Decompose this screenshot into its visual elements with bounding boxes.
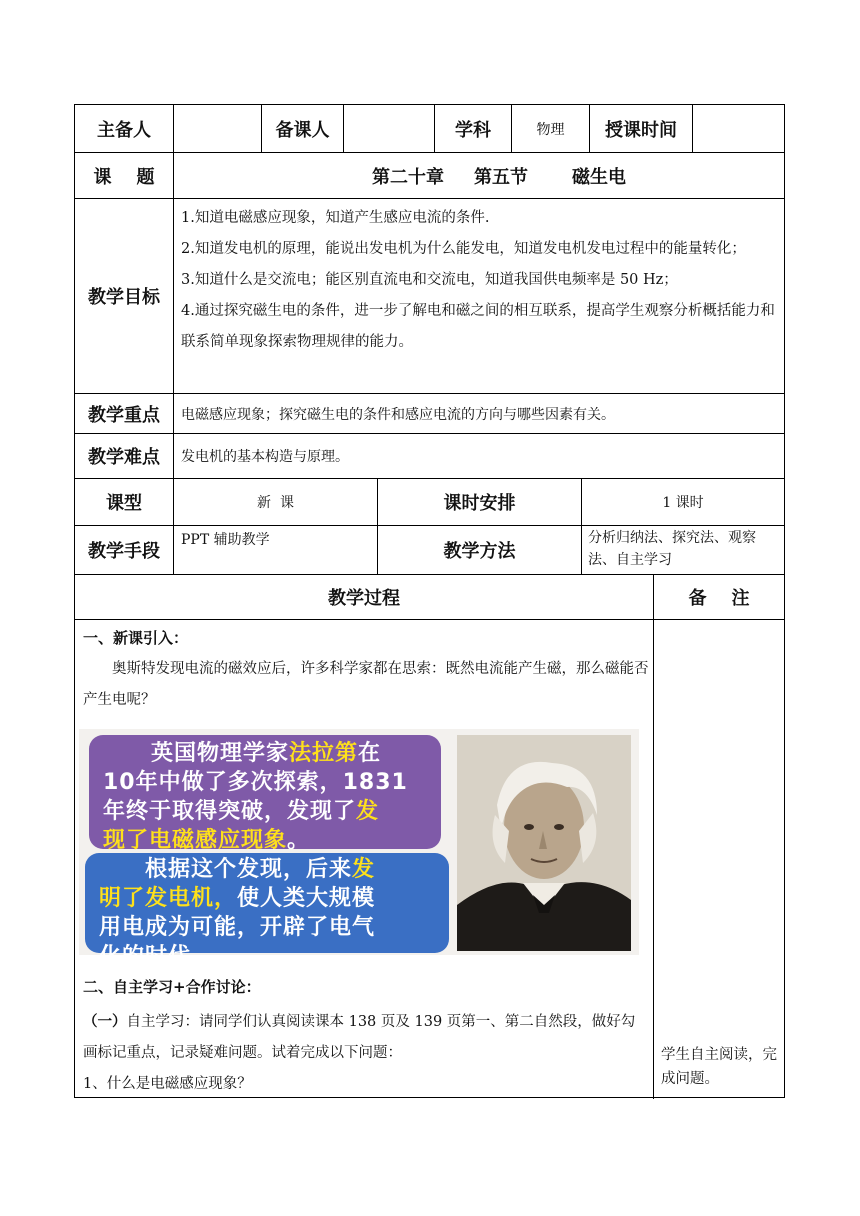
- lesson-plan-table: [74, 104, 785, 1098]
- key-points-text: 电磁感应现象；探究磁生电的条件和感应电流的方向与哪些因素有关。: [181, 406, 615, 423]
- topic-chapter: 第二十章: [372, 166, 444, 188]
- question-1: 1、什么是电磁感应现象？: [83, 1076, 252, 1092]
- preparer-value: [174, 105, 261, 152]
- time-value: [693, 105, 784, 152]
- objective-item: 2.知道发电机的原理，能说出发电机为什么能发电，知道发电机发电过程中的能量转化；: [181, 241, 746, 257]
- subject-value: 物理: [536, 121, 565, 138]
- difficulties-text: 发电机的基本构造与原理。: [181, 449, 349, 465]
- section1-text: 奥斯特发现电流的磁效应后，许多科学家都在思索：既然电流能产生磁，那么磁能否产生电呢？: [83, 661, 649, 708]
- lesson-type-label: 课型: [106, 493, 142, 514]
- slide-box-generator: 根据这个发现，后来发 明了发电机，使人类大规模 用电成为可能，开辟了电气 化的时代。: [85, 853, 449, 953]
- notes-header: 备 注: [688, 588, 750, 609]
- copreparer-label: 备课人: [275, 119, 330, 141]
- topic-title: [174, 153, 784, 198]
- objective-item: 1.知道电磁感应现象，知道产生感应电流的条件.: [181, 210, 490, 226]
- section1-title: 一、新课引入：: [83, 629, 189, 647]
- method-label: 教学方法: [443, 541, 516, 562]
- arrangement-value: 1 课时: [662, 495, 704, 511]
- objective-item: 4.通过探究磁生电的条件，进一步了解电和磁之间的相互联系，提高学生观察分析概括能力和联系简单现象探索物理规律的能力。: [181, 303, 775, 350]
- objectives-list: [181, 203, 779, 358]
- arrangement-label: 课时安排: [443, 493, 516, 514]
- time-label: 授课时间: [605, 119, 677, 141]
- preparer-label: 主备人: [97, 119, 151, 141]
- process-content: [83, 623, 649, 716]
- method-value: 分析归纳法、探究法、观察法、自主学习: [588, 530, 756, 568]
- copreparer-value: [344, 105, 434, 152]
- key-points-label: 教学重点: [88, 404, 160, 426]
- means-value: PPT 辅助教学: [181, 532, 270, 548]
- topic-name: 磁生电: [572, 166, 626, 188]
- faraday-portrait: [457, 735, 631, 951]
- subject-label: 学科: [455, 119, 491, 141]
- topic-label: 课 题: [93, 166, 155, 188]
- objective-item: 3.知道什么是交流电；能区别直流电和交流电，知道我国供电频率是 50 Hz；: [181, 272, 678, 288]
- topic-section: 第五节: [474, 166, 528, 188]
- slide-image: [79, 729, 639, 969]
- means-label: 教学手段: [88, 541, 160, 562]
- objectives-label: 教学目标: [88, 287, 160, 308]
- lesson-type-value: 新 课: [257, 495, 294, 511]
- portrait-illustration: [457, 735, 631, 951]
- difficulties-label: 教学难点: [88, 447, 160, 468]
- process-header: 教学过程: [328, 588, 400, 609]
- process-note: 学生自主阅读，完成问题。: [661, 1047, 777, 1087]
- section2-sub: （一）自主学习：请同学们认真阅读课本 138 页及 139 页第一、第二自然段，做好勾画标记重点，记录疑难问题。试着完成以下问题：: [83, 1014, 636, 1061]
- section2: [83, 972, 649, 1100]
- slide-box-discovery: 英国物理学家法拉第在 10年中做了多次探索，1831 年终于取得突破，发现了发 现了电磁感应现象。: [89, 735, 441, 849]
- section2-title: 二、自主学习+合作讨论：: [83, 978, 261, 996]
